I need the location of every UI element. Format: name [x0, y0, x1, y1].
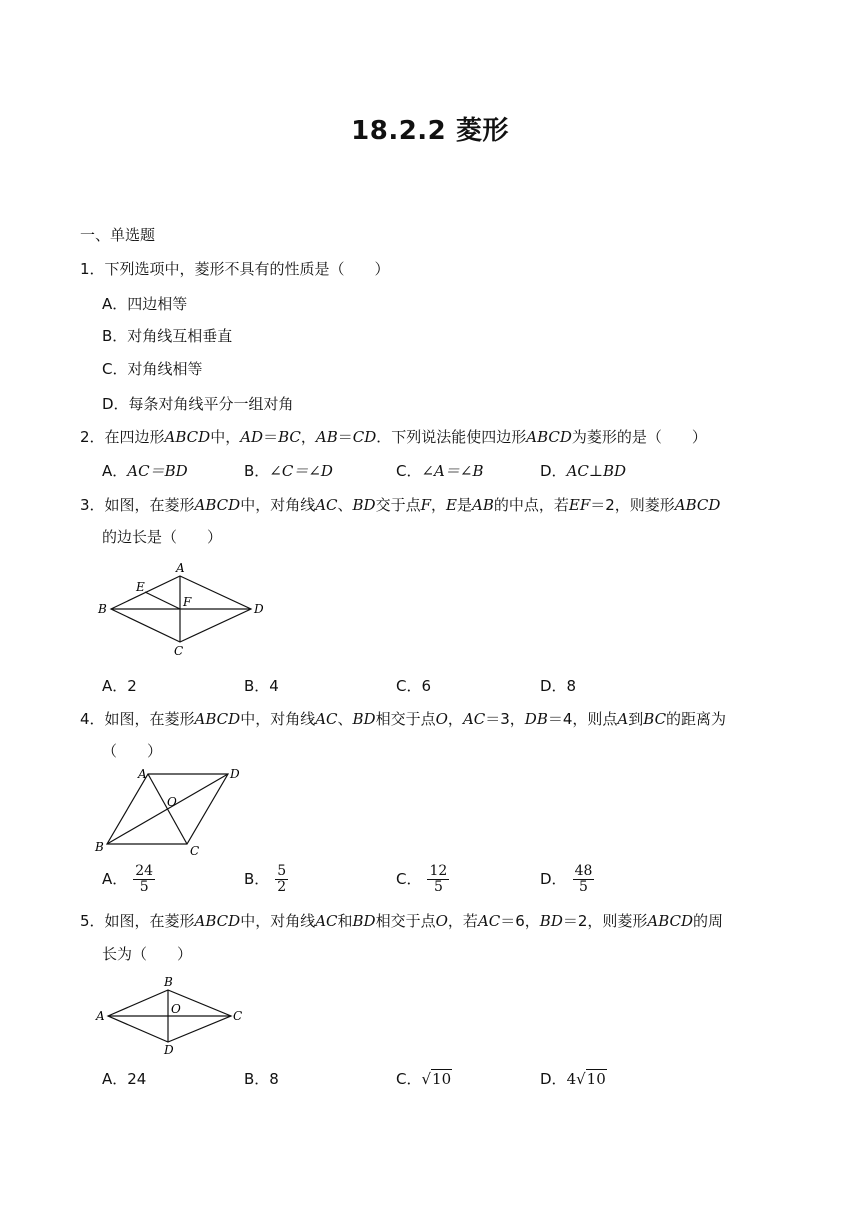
question-2-option-c: C．∠A＝∠B: [396, 462, 484, 480]
vertex-label-a: A: [176, 561, 185, 575]
fraction-24-over-5: $\frac{24}{5}$: [135, 863, 154, 895]
vertex-label-d: D: [164, 1043, 174, 1057]
question-5-option-a: A．24: [102, 1070, 147, 1088]
question-1-option-c: C．对角线相等: [102, 360, 203, 378]
question-4-stem-line-1: 4．如图，在菱形ABCD中，对角线AC、BD相交于点O，AC＝3，DB＝4，则点A到BC的距离为: [80, 710, 727, 728]
question-4-rhombus-figure: [90, 764, 250, 858]
question-3-rhombus-figure: [90, 558, 280, 660]
question-1-option-a: A．四边相等: [102, 295, 188, 313]
question-2-option-a: A．AC＝BD: [102, 462, 188, 480]
question-5-stem-line-1: 5．如图，在菱形ABCD中，对角线AC和BD相交于点O，若AC＝6，BD＝2，则菱形ABCD的周: [80, 912, 724, 930]
point-label-o: O: [171, 1002, 181, 1016]
four-sqrt-10: 4√10: [566, 1070, 606, 1088]
question-4-stem-line-2: （ ）: [102, 742, 163, 760]
vertex-label-c: C: [190, 844, 200, 858]
question-3-option-a: A．2: [102, 677, 137, 695]
vertex-label-c: C: [174, 644, 184, 658]
point-label-f: F: [183, 595, 192, 609]
question-5-option-c: C．√10: [396, 1070, 452, 1088]
question-2-stem: 2．在四边形ABCD中，AD＝BC，AB＝CD．下列说法能使四边形ABCD为菱形的是（ ）: [80, 428, 707, 446]
question-4-option-c: C． $\frac{12}{5}$: [396, 863, 448, 895]
vertex-label-b: B: [95, 840, 104, 854]
question-3-stem-line-1: 3．如图，在菱形ABCD中，对角线AC、BD交于点F，E是AB的中点，若EF＝2，则菱形ABCD: [80, 496, 721, 514]
question-3-option-d: D．8: [540, 677, 577, 695]
segment-ef: [145, 592, 180, 609]
fraction-5-over-2: $\frac{5}{2}$: [277, 863, 287, 895]
question-5-option-b: B．8: [244, 1070, 279, 1088]
question-5-rhombus-figure: [90, 970, 260, 1060]
point-label-o: O: [167, 795, 177, 809]
vertex-label-d: D: [230, 767, 240, 781]
question-1-stem: 1．下列选项中，菱形不具有的性质是（ ）: [80, 260, 390, 278]
question-3-option-b: B．4: [244, 677, 279, 695]
question-3-option-c: C．6: [396, 677, 432, 695]
question-3-stem-line-2: 的边长是（ ）: [102, 528, 223, 546]
fraction-12-over-5: $\frac{12}{5}$: [429, 863, 448, 895]
question-5-option-d: D．4√10: [540, 1070, 606, 1088]
fraction-48-over-5: $\frac{48}{5}$: [574, 863, 593, 895]
sqrt-10: √10: [421, 1070, 452, 1088]
vertex-label-b: B: [164, 975, 173, 989]
question-4-option-d: D． $\frac{48}{5}$: [540, 863, 593, 895]
point-label-e: E: [136, 580, 145, 594]
vertex-label-a: A: [138, 767, 147, 781]
question-4-option-b: B． $\frac{5}{2}$: [244, 863, 287, 895]
vertex-label-b: B: [98, 602, 107, 616]
vertex-label-a: A: [96, 1009, 105, 1023]
question-2-option-d: D．AC⊥BD: [540, 462, 627, 480]
diagonal-bd: [107, 774, 228, 844]
question-1-option-b: B．对角线互相垂直: [102, 327, 233, 345]
question-2-option-b: B．∠C＝∠D: [244, 462, 333, 480]
section-heading: 一、单选题: [80, 226, 156, 244]
vertex-label-c: C: [233, 1009, 243, 1023]
vertex-label-d: D: [254, 602, 264, 616]
question-5-stem-line-2: 长为（ ）: [102, 945, 193, 963]
question-4-option-a: A． $\frac{24}{5}$: [102, 863, 154, 895]
page-title: 18.2.2 菱形: [351, 116, 509, 146]
question-1-option-d: D．每条对角线平分一组对角: [102, 395, 294, 413]
